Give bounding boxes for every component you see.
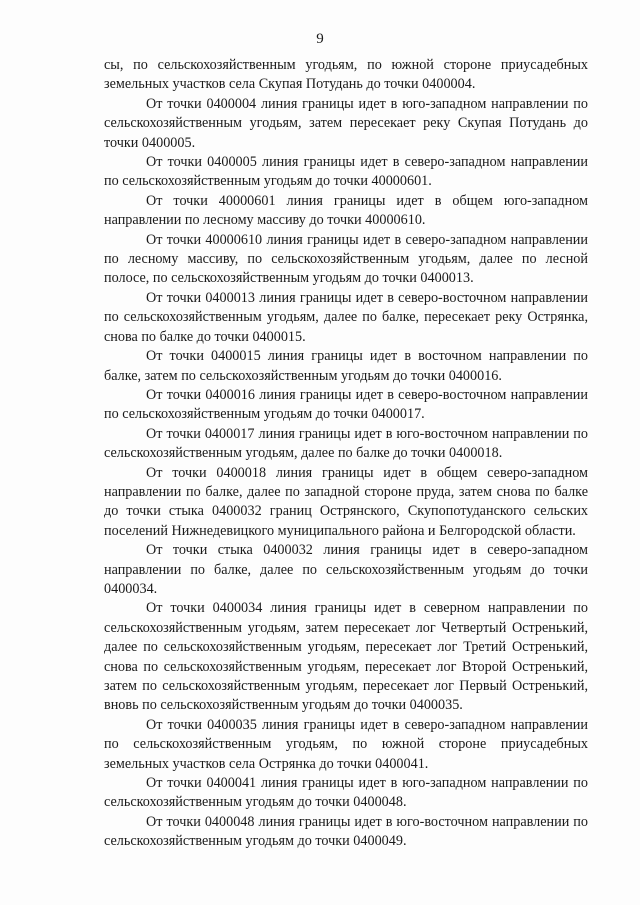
paragraph: От точки 0400041 линия границы идет в юго-западном направлении по сельскохозяйственным угодьям до точки 0400048. — [104, 775, 588, 811]
paragraph: сы, по сельскохозяйственным угодьям, по южной стороне приусадебных земельных участков села Скупая Потудань до точки 0400004. — [104, 57, 588, 93]
paragraph: От точки 0400013 линия границы идет в северо-восточном направлении по сельскохозяйственным угодьям, далее по балке, пересекает реку Острянка, снова по балке до точки 0400015. — [104, 289, 588, 345]
paragraph: От точки 0400034 линия границы идет в северном направлении по сельскохозяйственным угодьям, затем пересекает лог Четвертый Остренький, далее по сельскохозяйственным угодьям, пересекает лог Третий Остренький, снова по сельскохозяйственным угодьям, пересекает лог Второй Остренький, затем по сельскохозяйственным угодьям, пересекает лог Первый Остренький, вновь по сельскохозяйственным угодьям до точки 0400035. — [104, 600, 588, 714]
paragraph: От точки 0400005 линия границы идет в северо-западном направлении по сельскохозяйственным угодьям до точки 40000601. — [104, 154, 588, 190]
paragraph: От точки 0400004 линия границы идет в юго-западном направлении по сельскохозяйственным угодьям, затем пересекает реку Скупая Потудань до точки 0400005. — [104, 95, 588, 151]
paragraph: От точки 0400016 линия границы идет в северо-восточном направлении по сельскохозяйственным угодьям до точки 0400017. — [104, 386, 588, 423]
paragraph: От точки 0400018 линия границы идет в общем северо-западном направлении по балке, далее по западной стороне пруда, затем снова по балке до точки стыка 0400032 границ Острянского, Скупопотуданского сельских поселений Нижнедевицкого муниципального района и Белгородской области. — [104, 464, 588, 539]
page-number: 9 — [316, 31, 324, 47]
paragraph: От точки 0400035 линия границы идет в северо-западном направлении по сельскохозяйственным угодьям, по южной стороне приусадебных земельных участков села Острянка до точки 0400041. — [104, 716, 588, 772]
paragraph: От точки 0400015 линия границы идет в восточном направлении по балке, затем по сельскохозяйственным угодьям до точки 0400016. — [104, 348, 588, 384]
paragraph: От точки стыка 0400032 линия границы идет в северо-западном направлении по балке, далее по сельскохозяйственным угодьям до точки 0400034. — [104, 542, 588, 597]
paragraph: От точки 40000610 линия границы идет в северо-западном направлении по лесному массиву, по сельскохозяйственным угодьям, далее по лесной полосе, по сельскохозяйственным угодьям до точки 0400013. — [104, 231, 588, 287]
document-body — [104, 56, 588, 852]
paragraph: От точки 0400048 линия границы идет в юго-восточном направлении по сельскохозяйственным угодьям до точки 0400049. — [104, 813, 588, 850]
paragraph: От точки 0400017 линия границы идет в юго-восточном направлении по сельскохозяйственным угодьям, далее по балке до точки 0400018. — [104, 425, 588, 462]
paragraph: От точки 40000601 линия границы идет в общем юго-западном направлении по лесному массиву до точки 40000610. — [104, 192, 588, 229]
